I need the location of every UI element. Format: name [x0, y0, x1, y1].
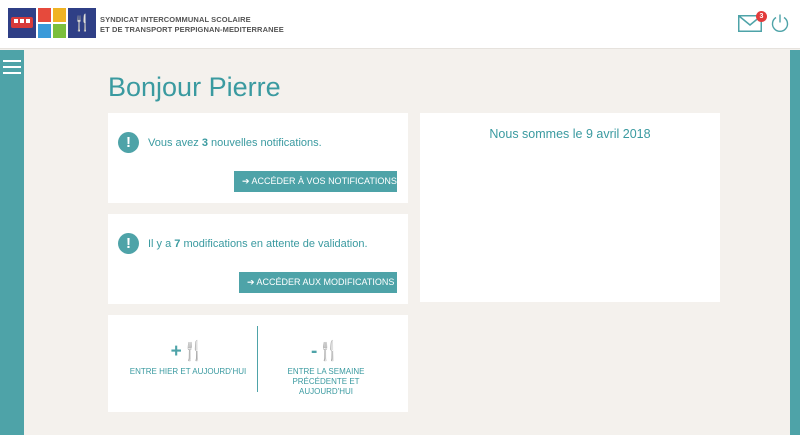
right-edge-bar — [790, 50, 800, 435]
top-header — [0, 0, 800, 49]
view-notifications-button[interactable]: ➔ ACCÉDER À VOS NOTIFICATIONS — [234, 171, 397, 192]
alert-icon: ! — [118, 132, 139, 153]
date-card — [420, 113, 720, 302]
power-icon[interactable] — [770, 13, 790, 33]
modifications-card — [108, 214, 408, 304]
alert-icon: ! — [118, 233, 139, 254]
minus-cutlery-icon: -🍴 — [311, 341, 341, 362]
meals-decrease-label: ENTRE LA SEMAINE PRÉCÉDENTE ET AUJOURD'HUI — [287, 367, 365, 396]
notifications-message: Vous avez 3 nouvelles notifications. — [148, 137, 322, 149]
meals-stats-card — [108, 315, 408, 412]
cutlery-logo-icon: 🍴 — [68, 8, 96, 38]
org-name: SYNDICAT INTERCOMMUNAL SCOLAIRE ET DE TRANSPORT PERPIGNAN-MEDITERRANEE — [100, 15, 284, 34]
page-title: Bonjour Pierre — [108, 72, 281, 102]
bus-logo-icon — [8, 8, 36, 38]
meals-increase-stat[interactable] — [128, 339, 248, 377]
notifications-card — [108, 113, 408, 203]
logo[interactable] — [8, 8, 96, 38]
stats-divider — [257, 326, 258, 392]
sidebar — [0, 50, 24, 435]
school-logo-icon — [38, 8, 66, 38]
modifications-message: Il y a 7 modifications en attente de validation. — [148, 238, 368, 250]
view-modifications-button[interactable]: ➔ ACCÉDER AUX MODIFICATIONS — [239, 272, 397, 293]
meals-increase-label: ENTRE HIER ET AUJOURD'HUI — [129, 367, 247, 376]
current-date: Nous sommes le 9 avril 2018 — [489, 127, 651, 141]
plus-cutlery-icon: +🍴 — [170, 341, 206, 362]
meals-decrease-stat[interactable] — [266, 339, 386, 397]
modifications-count: 7 — [174, 238, 181, 250]
mail-badge: 3 — [756, 11, 767, 22]
notifications-count: 3 — [201, 137, 208, 149]
menu-icon[interactable] — [3, 60, 21, 74]
